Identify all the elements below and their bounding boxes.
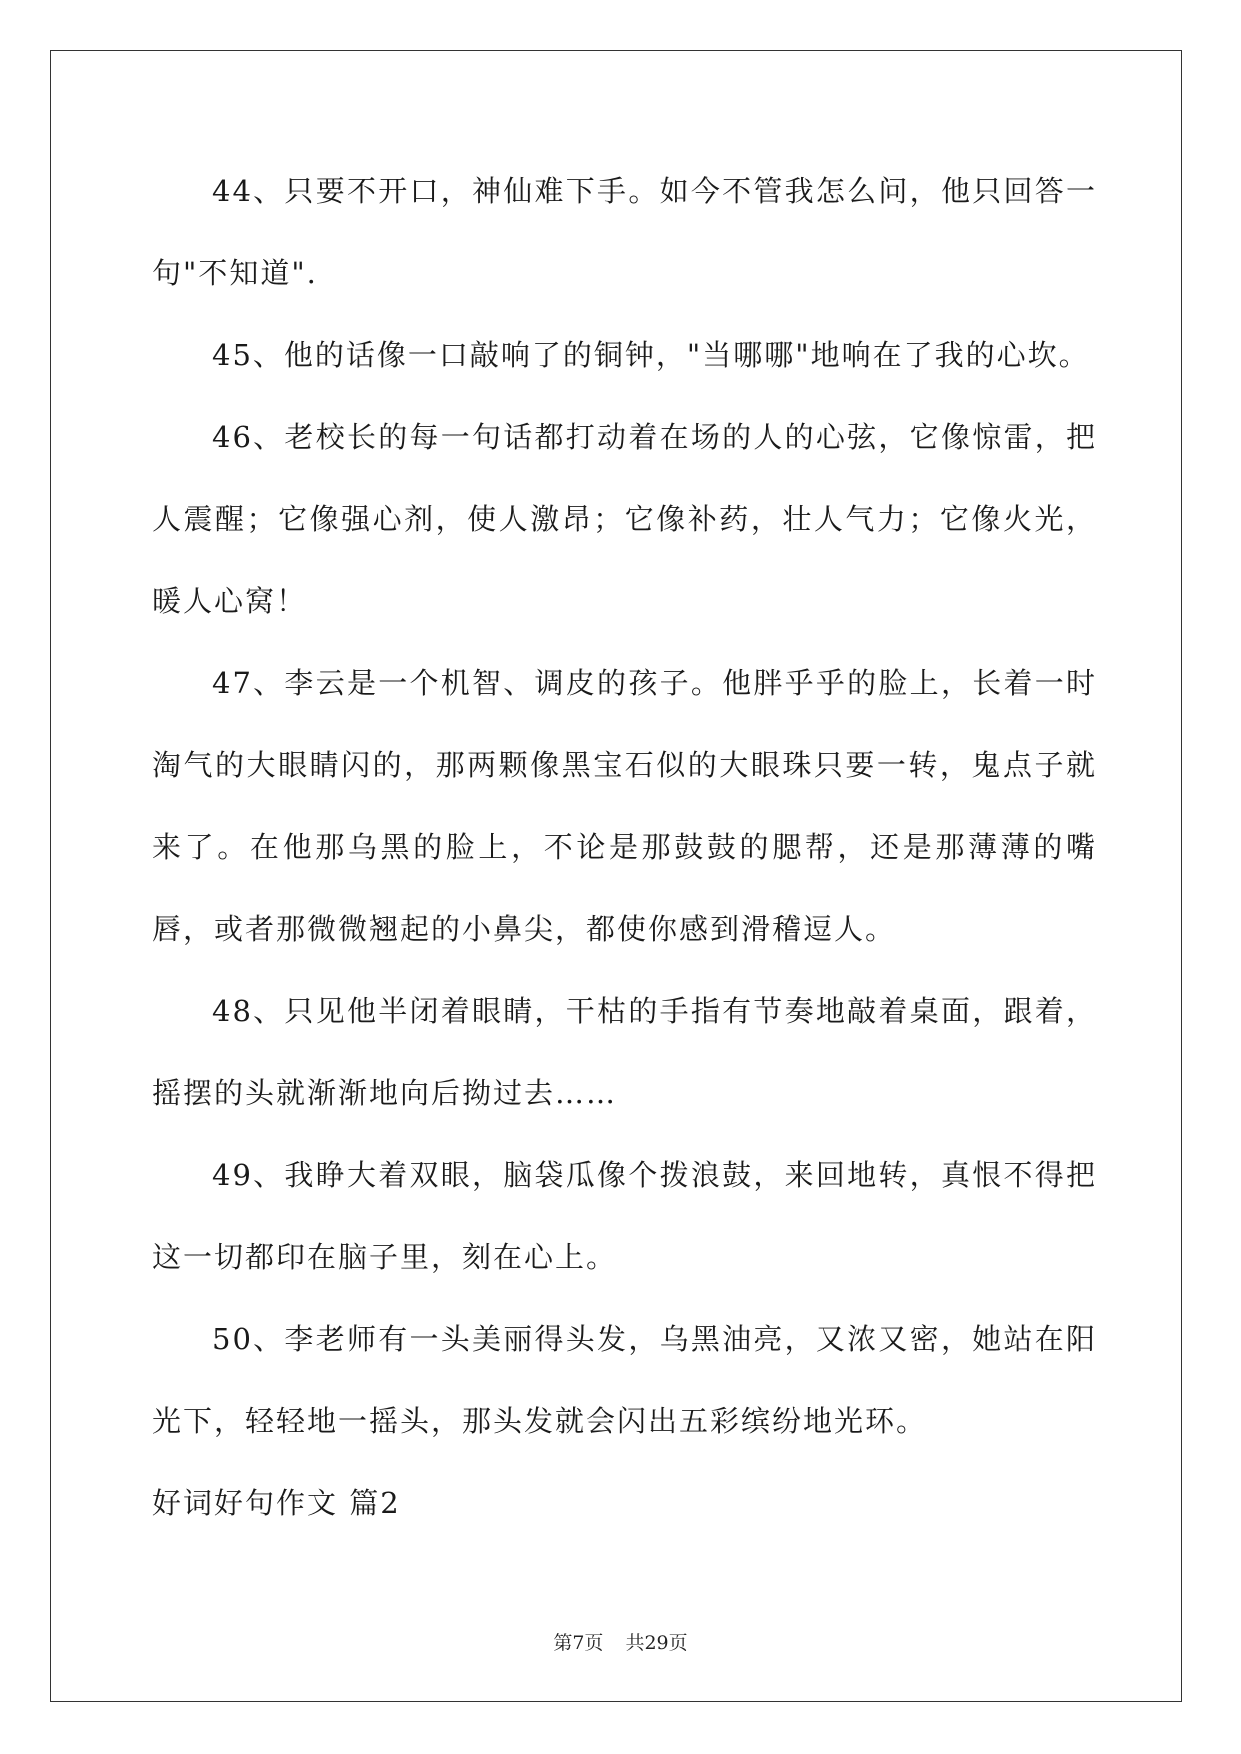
paragraph-46: 46、老校长的每一句话都打动着在场的人的心弦，它像惊雷，把人震醒；它像强心剂，使人激昂；它像补药，壮人气力；它像火光，暖人心窝！ xyxy=(152,420,1097,618)
paragraph-44: 44、只要不开口，神仙难下手。如今不管我怎么问，他只回答一句"不知道". xyxy=(152,174,1097,290)
paragraph-49: 49、我睁大着双眼，脑袋瓜像个拨浪鼓，来回地转，真恨不得把这一切都印在脑子里，刻在心上。 xyxy=(152,1158,1097,1274)
paragraph-47: 47、李云是一个机智、调皮的孩子。他胖乎乎的脸上，长着一时淘气的大眼睛闪的，那两颗像黑宝石似的大眼珠只要一转，鬼点子就来了。在他那乌黑的脸上，不论是那鼓鼓的腮帮，还是那薄薄的嘴唇，或者那微微翘起的小鼻尖，都使你感到滑稽逗人。 xyxy=(152,666,1097,946)
page-total: 共29页 xyxy=(625,1632,688,1654)
page-footer xyxy=(0,1628,1241,1655)
page-number: 第7页 xyxy=(553,1632,604,1654)
paragraph-48: 48、只见他半闭着眼睛，干枯的手指有节奏地敲着桌面，跟着，摇摆的头就渐渐地向后拗过去…… xyxy=(152,994,1097,1110)
paragraph-50: 50、李老师有一头美丽得头发，乌黑油亮，又浓又密，她站在阳光下，轻轻地一摇头，那头发就会闪出五彩缤纷地光环。 xyxy=(152,1322,1097,1438)
section-heading: 好词好句作文 篇2 xyxy=(152,1486,401,1520)
document-body xyxy=(152,150,1097,1544)
paragraph-45: 45、他的话像一口敲响了的铜钟，"当哪哪"地响在了我的心坎。 xyxy=(212,338,1090,372)
